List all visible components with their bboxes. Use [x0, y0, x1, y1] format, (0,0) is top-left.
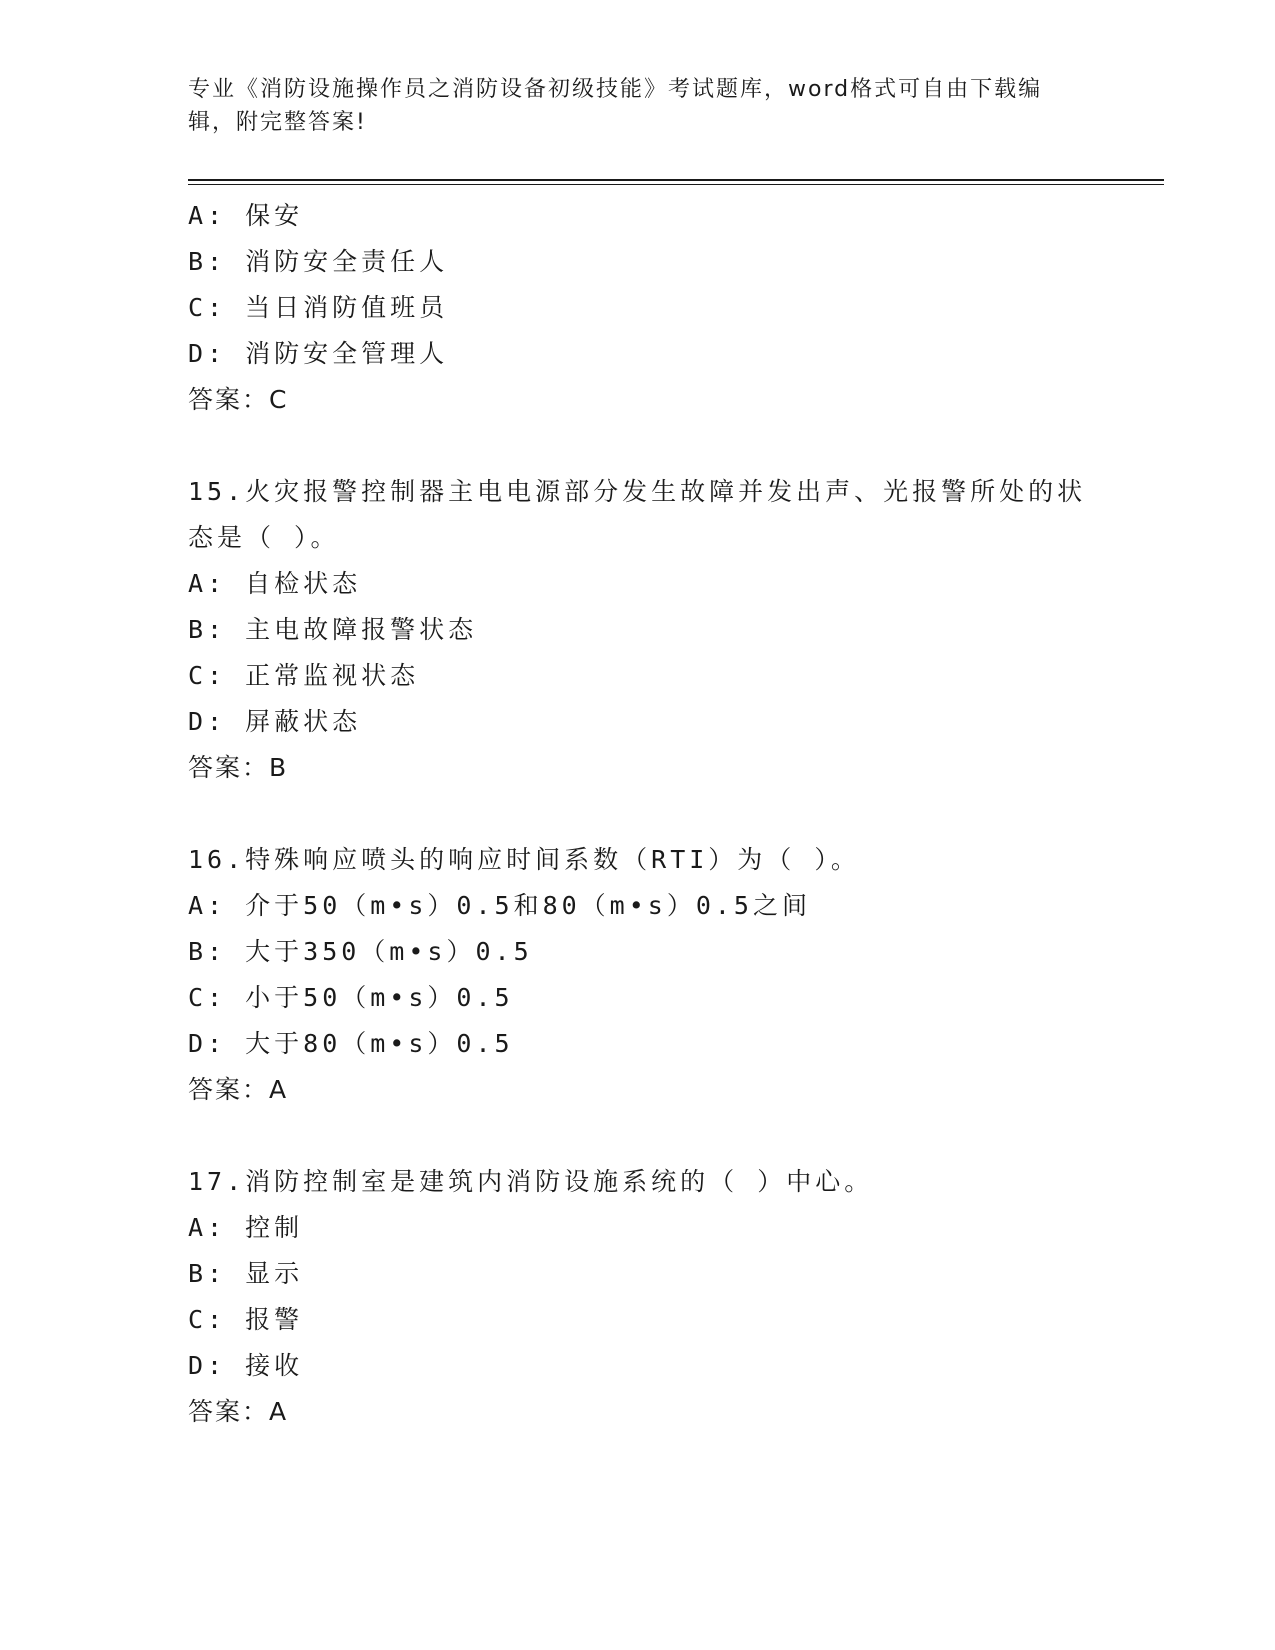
option-c: C: 小于50（m•s）0.5: [188, 983, 514, 1012]
header-divider: [188, 179, 1164, 181]
option-c: C: 当日消防值班员: [188, 293, 449, 322]
option-d: D: 屏蔽状态: [188, 707, 362, 736]
question-14-partial: [188, 193, 1088, 423]
document-header: [188, 73, 1068, 139]
option-b: B: 消防安全责任人: [188, 247, 449, 276]
option-a: A: 保安: [188, 201, 304, 230]
answer: 答案：B: [188, 753, 289, 782]
option-c: C: 报警: [188, 1305, 304, 1334]
option-a: A: 介于50（m•s）0.5和80（m•s）0.5之间: [188, 891, 811, 920]
question-text: 16.特殊响应喷头的响应时间系数（RTI）为（ ）。: [188, 845, 860, 874]
question-17: [188, 1159, 1088, 1435]
question-text-continued: 态是（ ）。: [188, 523, 340, 552]
question-16: [188, 837, 1088, 1113]
question-list: [188, 193, 1088, 1435]
option-b: B: 主电故障报警状态: [188, 615, 478, 644]
question-text: 17.消防控制室是建筑内消防设施系统的（ ）中心。: [188, 1167, 874, 1196]
answer: 答案：C: [188, 385, 289, 414]
header-line-2: 辑，附完整答案!: [188, 110, 367, 135]
answer: 答案：A: [188, 1397, 289, 1426]
option-c: C: 正常监视状态: [188, 661, 420, 690]
header-line-1: 专业《消防设施操作员之消防设备初级技能》考试题库，word格式可自由下载编: [188, 77, 1043, 102]
option-b: B: 大于350（m•s）0.5: [188, 937, 533, 966]
option-d: D: 接收: [188, 1351, 304, 1380]
option-d: D: 大于80（m•s）0.5: [188, 1029, 514, 1058]
option-b: B: 显示: [188, 1259, 304, 1288]
question-text: 15.火灾报警控制器主电电源部分发生故障并发出声、光报警所处的状: [188, 477, 1087, 506]
option-a: A: 控制: [188, 1213, 304, 1242]
option-a: A: 自检状态: [188, 569, 362, 598]
header-divider-thin: [188, 184, 1164, 185]
answer: 答案：A: [188, 1075, 289, 1104]
option-d: D: 消防安全管理人: [188, 339, 449, 368]
question-15: [188, 469, 1088, 791]
